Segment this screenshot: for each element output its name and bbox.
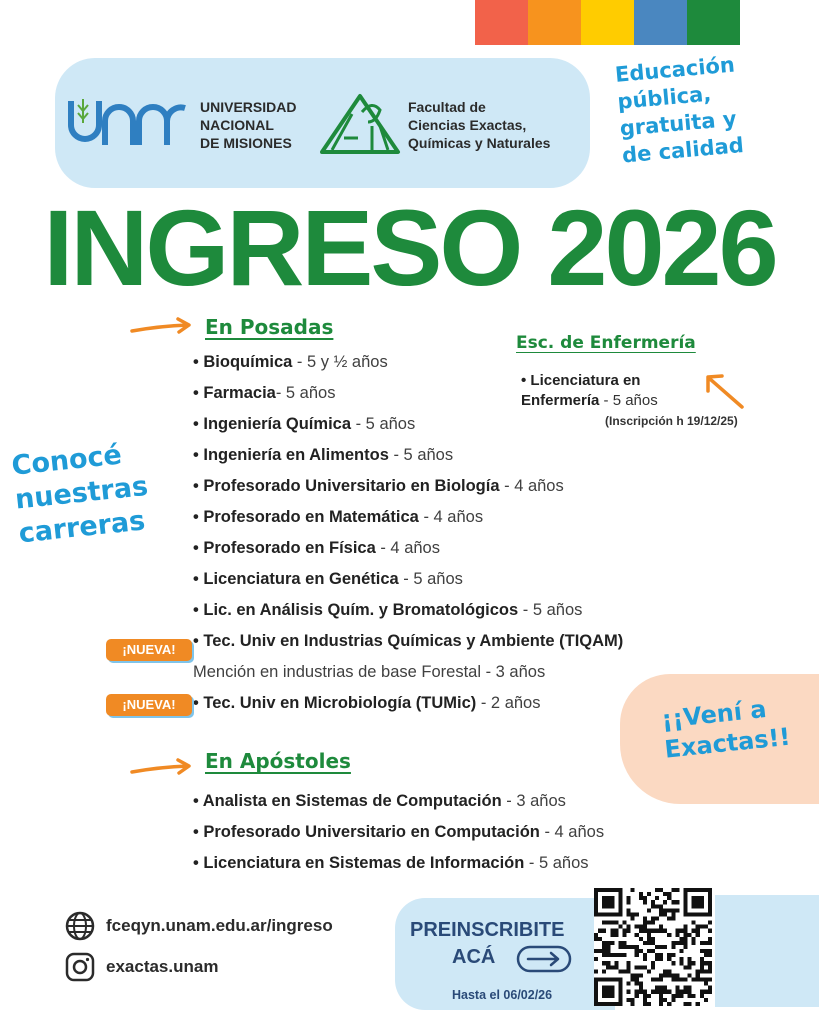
slogan-line-2: pública, (616, 81, 713, 114)
career-name: Profesorado en Matemática (203, 508, 419, 526)
career-duration: - 4 años (499, 477, 564, 495)
arrow-right-icon (130, 757, 194, 779)
career-name: Licenciatura en Genética (203, 570, 399, 588)
posadas-heading: En Posadas (205, 315, 334, 339)
career-item (193, 626, 623, 657)
instagram-link[interactable]: exactas.unam (106, 957, 219, 976)
bullet: • (193, 477, 204, 495)
slogan-line-4: de calidad (621, 133, 745, 168)
new-badge: ¡NUEVA! (106, 694, 192, 716)
career-name: Ingeniería en Alimentos (203, 446, 389, 464)
career-duration: - 5 años (518, 601, 583, 619)
bullet: • (193, 508, 204, 526)
career-item (193, 595, 623, 626)
career-duration: - 4 años (375, 539, 440, 557)
career-item (193, 502, 623, 533)
career-name: Lic. en Análisis Quím. y Bromatológicos (203, 601, 519, 619)
career-item (193, 817, 604, 848)
fceqyn-logo-icon (318, 92, 402, 158)
career-duration: - 3 años (501, 792, 566, 810)
apostoles-career-list (193, 786, 604, 879)
new-badge: ¡NUEVA! (106, 639, 192, 661)
preinscription-line-2[interactable]: ACÁ (452, 946, 496, 968)
faculty-name (408, 98, 550, 152)
enfermeria-note: (Inscripción h 19/12/25) (605, 414, 738, 428)
career-duration: - 5 y ½ años (292, 353, 388, 371)
career-name: Profesorado en Física (203, 539, 376, 557)
bullet: • (193, 446, 204, 464)
career-duration: - 5 años (275, 384, 336, 402)
bullet: • (193, 694, 204, 712)
veni-line-1: ¡¡Vení a (660, 694, 768, 734)
career-item (193, 533, 623, 564)
bullet: • (193, 823, 204, 841)
career-duration: - 5 años (388, 446, 454, 464)
bullet: • (193, 353, 204, 371)
bullet: • (193, 570, 204, 588)
unam-line-1: UNIVERSIDAD (200, 99, 297, 115)
career-name: Profesorado Universitario en Biología (203, 477, 500, 495)
stripe-blue (634, 0, 687, 45)
career-item (193, 786, 604, 817)
career-name: Tec. Univ en Microbiología (TUMic) (203, 694, 477, 712)
faculty-line-1: Facultad de (408, 99, 486, 115)
career-name: Tec. Univ en Industrias Químicas y Ambiente (TIQAM) (203, 632, 624, 650)
career-duration: - 5 años (524, 854, 589, 872)
bullet: • (193, 415, 204, 433)
career-duration: - 4 años (418, 508, 484, 526)
career-name: Ingeniería Química (203, 415, 352, 433)
career-name: Farmacia (203, 384, 276, 402)
career-item (193, 848, 604, 879)
know-careers-line-3: carreras (17, 505, 147, 550)
apostoles-heading: En Apóstoles (205, 749, 351, 773)
enfermeria-detail: - 5 años (599, 392, 658, 409)
instagram-icon (64, 951, 96, 983)
career-item (193, 564, 623, 595)
career-name: Analista en Sistemas de Computación (202, 792, 502, 810)
stripe-green (687, 0, 740, 45)
career-item (193, 657, 623, 688)
color-stripes (475, 0, 740, 45)
slogan-line-1: Educación (614, 52, 736, 87)
stripe-yellow (581, 0, 634, 45)
unam-line-3: DE MISIONES (200, 135, 292, 151)
career-item (193, 688, 623, 719)
career-duration: Mención en industrias de base Forestal - 3 años (193, 663, 546, 681)
faculty-line-3: Químicas y Naturales (408, 135, 551, 151)
bullet: • (193, 384, 204, 402)
bullet: • (193, 792, 203, 810)
enfermeria-item: • Licenciatura en Enfermería - 5 años (521, 372, 658, 409)
unam-logo-icon (65, 93, 190, 153)
unam-line-2: NACIONAL (200, 117, 274, 133)
arrow-up-left-icon (702, 371, 746, 411)
bullet: • (193, 539, 204, 557)
preinscription-line-1[interactable]: PREINSCRIBITE (410, 919, 565, 941)
career-name: Bioquímica (203, 353, 293, 371)
career-duration: - 5 años (398, 570, 463, 588)
career-item (193, 440, 623, 471)
bullet: • (193, 601, 204, 619)
know-careers-line-1: Conocé (10, 439, 124, 482)
career-name: Licenciatura en Sistemas de Información (203, 854, 525, 872)
slogan-line-3: gratuita y (618, 106, 738, 141)
enfermeria-heading: Esc. de Enfermería (516, 333, 696, 353)
slogan (614, 48, 783, 170)
know-careers-callout (10, 432, 190, 551)
qr-code-icon[interactable] (594, 888, 712, 1006)
bullet: • (193, 632, 204, 650)
enfermeria-name-2: Enfermería (521, 392, 600, 409)
stripe-orange (528, 0, 581, 45)
bullet: • (193, 854, 204, 872)
career-duration: - 2 años (476, 694, 541, 712)
faculty-line-2: Ciencias Exactas, (408, 117, 527, 133)
career-duration: - 5 años (351, 415, 416, 433)
preinscription-deadline: Hasta el 06/02/26 (452, 988, 553, 1002)
website-link[interactable]: fceqyn.unam.edu.ar/ingreso (106, 916, 333, 935)
page-title: INGRESO 2026 (43, 187, 776, 308)
enfermeria-name-1: Licenciatura en (530, 372, 641, 389)
know-careers-line-2: nuestras (13, 470, 150, 516)
veni-line-2: Exactas!! (663, 722, 792, 764)
career-item (193, 471, 623, 502)
career-duration: - 4 años (539, 823, 605, 841)
stripe-red (475, 0, 528, 45)
arrow-circle-right-icon[interactable] (516, 945, 572, 973)
globe-icon (64, 910, 96, 942)
career-name: Profesorado Universitario en Computación (203, 823, 540, 841)
unam-name (200, 98, 296, 152)
preinscription-banner-right (715, 895, 819, 1007)
arrow-right-icon (130, 316, 194, 338)
career-item (193, 409, 623, 440)
